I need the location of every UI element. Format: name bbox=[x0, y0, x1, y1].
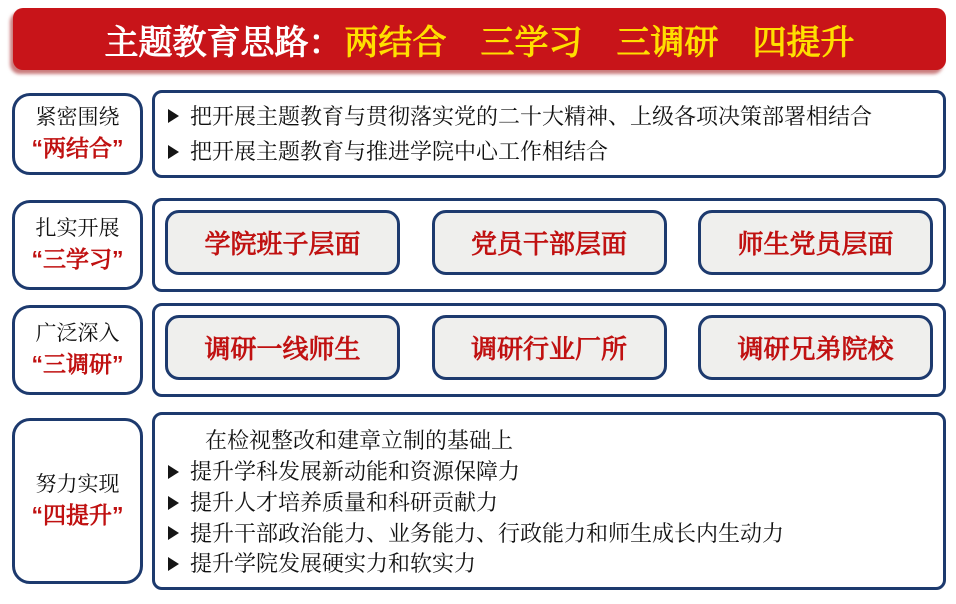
section-sitisheng bbox=[12, 412, 946, 590]
label-box-sitisheng bbox=[12, 418, 143, 584]
bullet-text: 提升学科发展新动能和资源保障力 bbox=[190, 459, 521, 485]
label-line1: 紧密围绕 bbox=[35, 106, 120, 130]
bullet-text: 提升人才培养质量和科研贡献力 bbox=[190, 489, 499, 515]
content-box-liangjiehe bbox=[152, 90, 946, 178]
pill-box: 师生党员层面 bbox=[698, 210, 933, 275]
label-box-sandiaoyan bbox=[12, 305, 143, 395]
right-arrowhead-icon bbox=[168, 145, 179, 159]
content-box-sandiaoyan bbox=[152, 303, 946, 397]
label-box-sanxuexi bbox=[12, 200, 143, 290]
bullet-item bbox=[168, 489, 935, 517]
label-line2: “三学习” bbox=[31, 246, 124, 273]
title-prefix: 主题教育思路： bbox=[104, 23, 343, 62]
bullet-text: 把开展主题教育与推进学院中心工作相结合 bbox=[190, 139, 609, 164]
content-box-sitisheng bbox=[152, 412, 946, 590]
section-sandiaoyan bbox=[12, 303, 946, 397]
section-sanxuexi bbox=[12, 198, 946, 292]
pill-box: 学院班子层面 bbox=[165, 210, 400, 275]
intro-text: 在检视整改和建章立制的基础上 bbox=[205, 428, 514, 454]
label-line1: 扎实开展 bbox=[35, 217, 120, 241]
bullet-item bbox=[168, 138, 943, 166]
bullet-item bbox=[168, 103, 943, 131]
bullet-item bbox=[168, 550, 935, 578]
label-line1: 努力实现 bbox=[35, 473, 120, 497]
right-arrowhead-icon bbox=[168, 465, 179, 479]
content-box-sanxuexi bbox=[152, 198, 946, 292]
right-arrowhead-icon bbox=[168, 557, 179, 571]
label-line2: “三调研” bbox=[31, 351, 124, 378]
pill-box: 调研行业厂所 bbox=[432, 315, 667, 380]
label-line1: 广泛深入 bbox=[35, 322, 120, 346]
title-highlight: 两结合 三学习 三调研 四提升 bbox=[344, 23, 855, 62]
label-line2: “四提升” bbox=[31, 502, 124, 529]
bullet-text: 提升干部政治能力、业务能力、行政能力和师生成长内生动力 bbox=[190, 520, 785, 546]
bullet-item bbox=[168, 520, 935, 548]
bullet-text: 提升学院发展硬实力和软实力 bbox=[190, 551, 477, 577]
right-arrowhead-icon bbox=[168, 496, 179, 510]
title-banner bbox=[13, 8, 946, 70]
bullet-text: 把开展主题教育与贯彻落实党的二十大精神、上级各项决策部署相结合 bbox=[190, 103, 873, 129]
section-liangjiehe bbox=[12, 90, 946, 178]
right-arrowhead-icon bbox=[168, 526, 179, 540]
bullet-item bbox=[168, 458, 935, 486]
label-box-liangjiehe bbox=[12, 93, 143, 175]
pill-box: 调研兄弟院校 bbox=[698, 315, 933, 380]
right-arrowhead-icon bbox=[168, 109, 179, 123]
pill-box: 调研一线师生 bbox=[165, 315, 400, 380]
pill-box: 党员干部层面 bbox=[432, 210, 667, 275]
label-line2: “两结合” bbox=[31, 135, 124, 162]
